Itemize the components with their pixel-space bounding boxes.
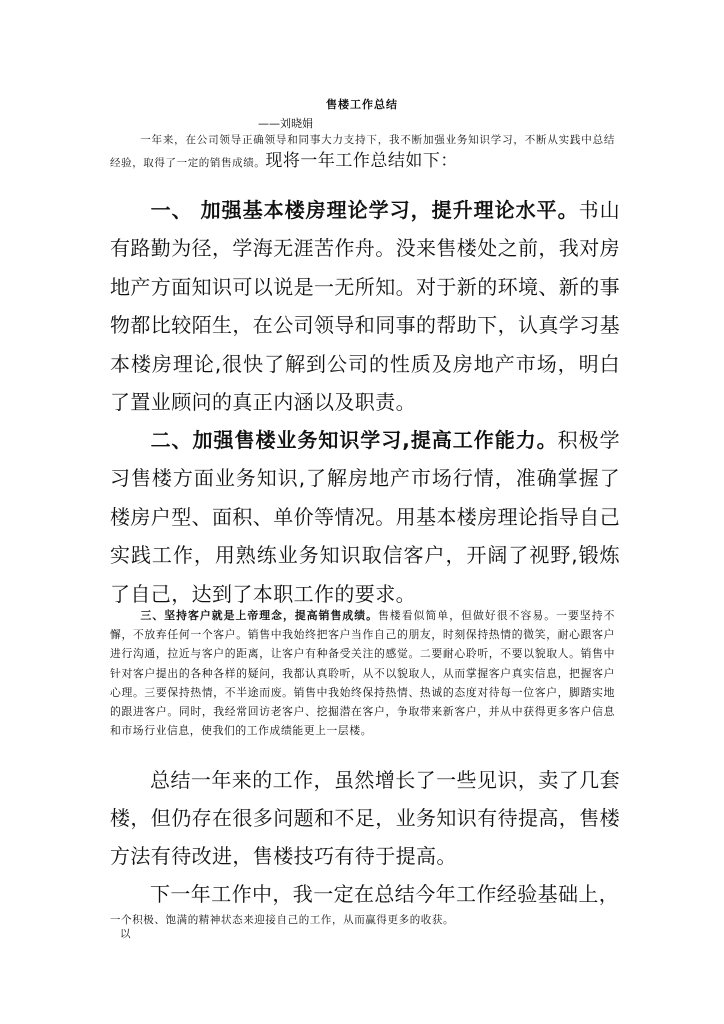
section-1-heading: 一、 加强基本楼房理论学习，提升理论水平。 <box>150 198 579 222</box>
summary-text: 总结一年来的工作，虽然增长了一些见识，卖了几套楼，但仍存在很多问题和不足，业务知识有待提高，售楼方法有待改进，售楼技巧有待于提高。 <box>110 768 620 868</box>
section-3-paragraph <box>110 606 615 740</box>
closing-large-text: 下一年工作中，我一定在总结今年工作经验基础上， <box>150 882 620 906</box>
closing-continuation: 一个积极、饱满的精神状态来迎接自己的工作，从而赢得更多的收获。 <box>110 914 455 926</box>
section-3-heading: 三、坚持客户就是上帝理念，提高销售成绩。 <box>140 609 378 622</box>
intro-paragraph <box>110 130 615 174</box>
closing-small-tail: 以 <box>120 928 131 940</box>
author-line: ——刘晓娟 <box>258 117 313 130</box>
section-2-body: 积极学习售楼方面业务知识,了解房地产市场行情，准确掌握了楼房户型、面积、单价等情况。用基本楼房理论指导自己实践工作，用熟练业务知识取信客户，开阔了视野,锻炼了自己，达到了本职工作的要求。 <box>110 428 620 606</box>
section-2-heading: 二、加强售楼业务知识学习,提高工作能力。 <box>150 428 558 452</box>
summary-paragraph <box>110 761 620 875</box>
section-1-paragraph <box>110 191 620 421</box>
section-3-body: 售楼看似简单，但做好很不容易。一要坚持不懈，不放弃任何一个客户。销售中我始终把客户当作自己的朋友，时刻保持热情的微笑，耐心跟客户进行沟通，拉近与客户的距离，让客户有种备受关注的感觉。二要耐心聆听，不要以貌取人。销售中针对客户提出的各种各样的疑问，我都认真聆听，从不以貌取人，从而掌握客户真实信息，把握客户心理。三要保持热情，不半途而废。销售中我始终保持热情、热诚的态度对待每一位客户，脚踏实地的跟进客户。同时，我经常回访老客户、挖掘潜在客户，争取带来新客户，并从中获得更多客户信息和市场行业信息，使我们的工作成绩能更上一层楼。 <box>110 609 616 738</box>
section-1-body: 书山有路勤为径，学海无涯苦作舟。没来售楼处之前，我对房地产方面知识可以说是一无所知。对于新的环境、新的事物都比较陌生，在公司领导和同事的帮助下，认真学习基本楼房理论,很快了解到公司的性质及房地产市场，明白了置业顾问的真正内涵以及职责。 <box>110 198 620 415</box>
document-title: 售楼工作总结 <box>326 98 398 111</box>
section-2-paragraph <box>110 421 620 613</box>
intro-small-text: 一年来，在公司领导正确领导和同事大力支持下，我不断加强业务知识学习，不断从实践中总结经验，取得了一定的销售成绩。 <box>110 134 615 169</box>
intro-large-text: 现将一年工作总结如下： <box>265 151 458 171</box>
